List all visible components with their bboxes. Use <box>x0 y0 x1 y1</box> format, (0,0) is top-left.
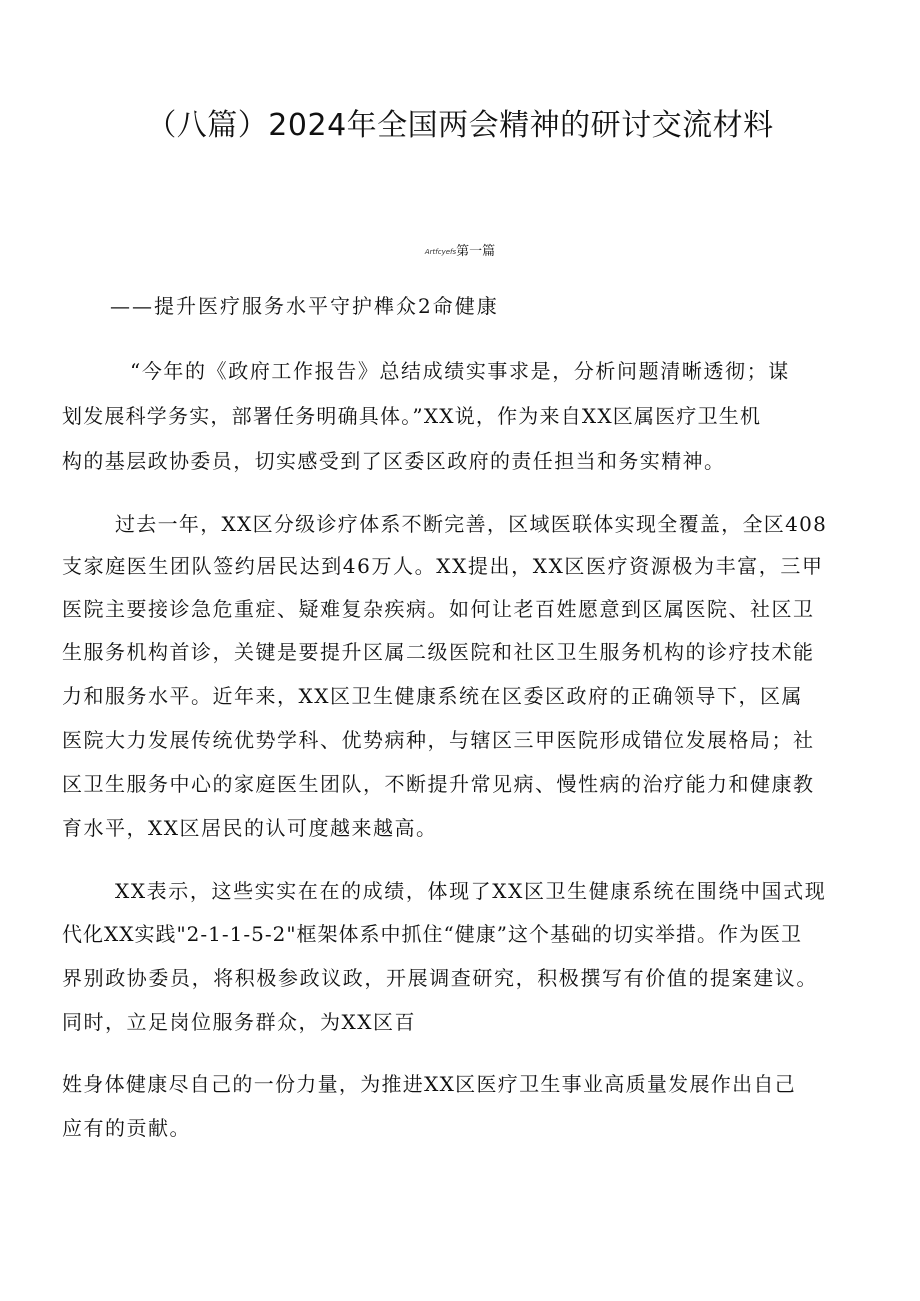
paragraph-3-line-4: 同时，立足岗位服务群众，为XX区百 <box>62 1010 416 1034</box>
paragraph-2-line-2: 支家庭医生团队签约居民达到46万人。XX提出，XX区医疗资源极为丰富，三甲 <box>62 554 824 578</box>
chapter-label: 第一篇 <box>456 244 496 259</box>
paragraph-1-line-1: “今年的《政府工作报告》总结成绩实事求是，分析问题清晰透彻；谋 <box>130 359 790 383</box>
paragraph-1-line-3: 构的基层政协委员，切实感受到了区委区政府的责任担当和务实精神。 <box>62 449 726 473</box>
paragraph-2-line-6: 医院大力发展传统优势学科、优势病种，与辖区三甲医院形成错位发展格局；社 <box>62 728 815 752</box>
paragraph-1-line-2: 划发展科学务实，部署任务明确具体。”XX说，作为来自XX区属医疗卫生机 <box>62 404 762 428</box>
document-title: （八篇）2024年全国两会精神的研讨交流材料 <box>146 108 774 143</box>
paragraph-2-line-3: 医院主要接诊急危重症、疑难复杂疾病。如何让老百姓愿意到区属医院、社区卫 <box>62 597 815 621</box>
chapter-prefix: Artfcyefs <box>424 248 457 256</box>
paragraph-2-line-8: 育水平，XX区居民的认可度越来越高。 <box>62 816 438 840</box>
paragraph-3-line-2: 代化XX实践"2-1-1-5-2"框架体系中抓住“健康”这个基础的切实举措。作为医卫 <box>62 922 802 946</box>
paragraph-3-line-1: XX表示，这些实实在在的成绩，体现了XX区卫生健康系统在围绕中国式现 <box>115 879 827 903</box>
paragraph-2-line-7: 区卫生服务中心的家庭医生团队，不断提升常见病、慢性病的治疗能力和健康教 <box>62 772 815 796</box>
article-subtitle: ——提升医疗服务水平守护榫众2命健康 <box>110 294 499 318</box>
paragraph-3-line-3: 界别政协委员，将积极参政议政，开展调查研究，积极撰写有价值的提案建议。 <box>62 966 818 990</box>
paragraph-4-line-1: 姓身体健康尽自己的一份力量，为推进XX区医疗卫生事业高质量发展作出自己 <box>62 1072 796 1096</box>
chapter-heading <box>0 240 920 259</box>
paragraph-2-line-4: 生服务机构首诊，关键是要提升区属二级医院和社区卫生服务机构的诊疗技术能 <box>62 640 815 664</box>
paragraph-4-line-2: 应有的贡献。 <box>62 1116 191 1140</box>
paragraph-2-line-1: 过去一年，XX区分级诊疗体系不断完善，区域医联体实现全覆盖，全区408 <box>115 512 828 536</box>
paragraph-2-line-5: 力和服务水平。近年来，XX区卫生健康系统在区委区政府的正确领导下，区属 <box>62 684 803 708</box>
